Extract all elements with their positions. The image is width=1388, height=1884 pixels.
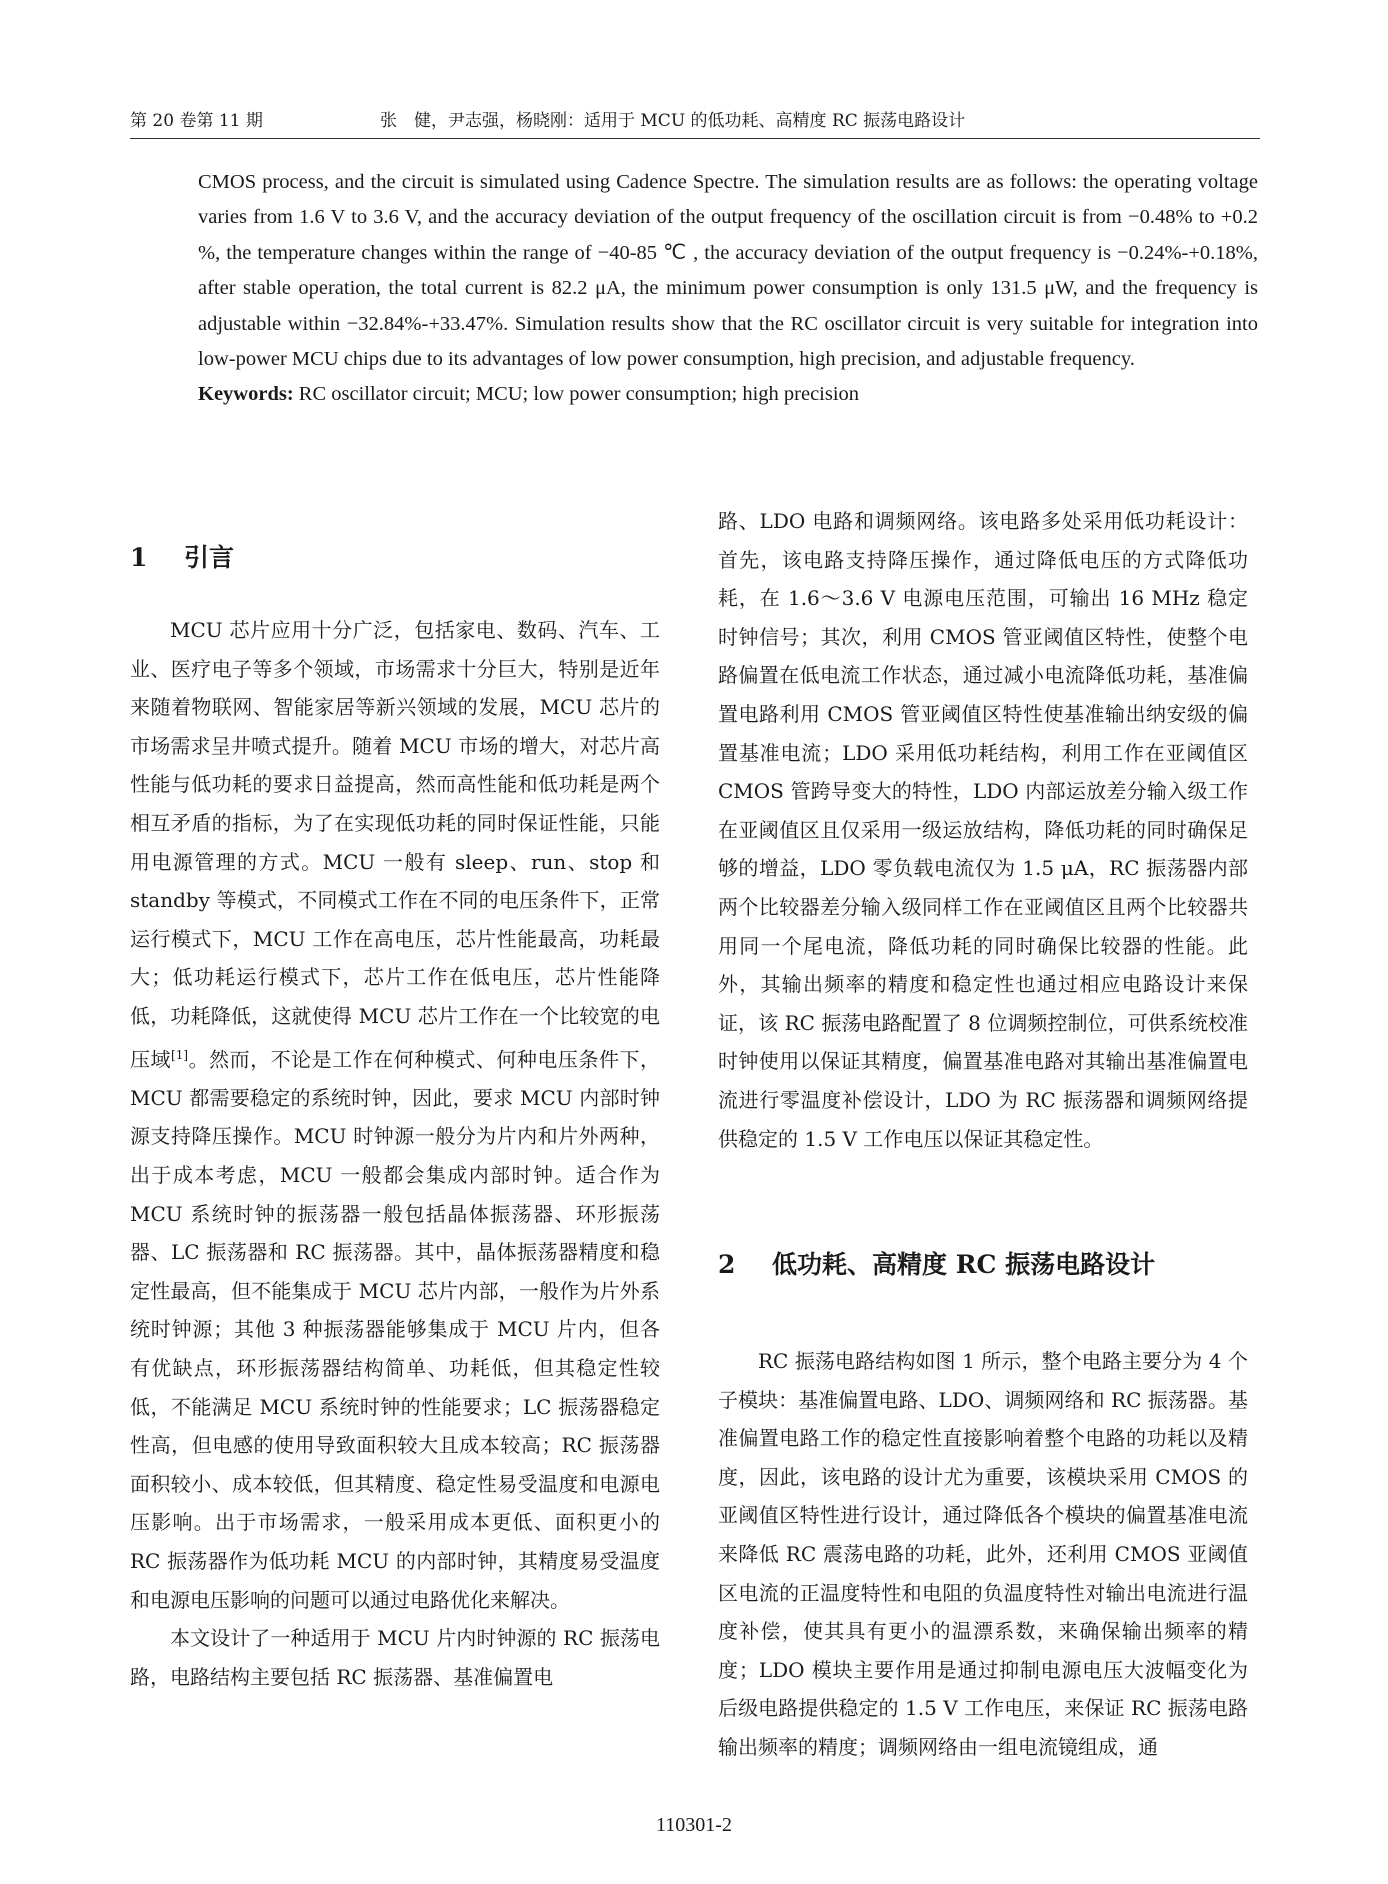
journal-volume: 第 20 卷第 11 期 [130, 111, 263, 131]
section-1-number: 1 [130, 543, 148, 572]
english-abstract [198, 165, 1258, 413]
intro-paragraph-2-continued: 路、LDO 电路和调频网络。该电路多处采用低功耗设计：首先，该电路支持降压操作，通过降低电压的方式降低功耗，在 1.6～3.6 V 电源电压范围，可输出 16 MHz 稳定时钟信号；其次，利用 CMOS 管亚阈值区特性，使整个电路偏置在低电流工作状态，通过减小电流降低功耗，基准偏置电路利用 CMOS 管亚阈值区特性使基准输出纳安级的偏置基准电流；LDO 采用低功耗结构，利用工作在亚阈值区 CMOS 管跨导变大的特性，LDO 内部运放差分输入级工作在亚阈值区且仅采用一级运放结构，降低功耗的同时确保足够的增益，LDO 零负载电流仅为 1.5 μA，RC 振荡器内部两个比较器差分输入级同样工作在亚阈值区且两个比较器共用同一个尾电流，降低功耗的同时确保比较器的性能。此外，其输出频率的精度和稳定性也通过相应电路设计来保证，该 RC 振荡电路配置了 8 位调频控制位，可供系统校准时钟使用以保证其精度，偏置基准电路对其输出基准偏置电流进行零温度补偿设计，LDO 为 RC 振荡器和调频网络提供稳定的 1.5 V 工作电压以保证其稳定性。 [718, 509, 1248, 1151]
section-1-heading [130, 538, 234, 578]
section-2-heading [718, 1245, 1155, 1285]
section-1-title: 引言 [184, 543, 235, 572]
section-2-number: 2 [718, 1250, 736, 1279]
keywords-label: Keywords: [198, 383, 294, 406]
right-column [718, 502, 1248, 1158]
article-running-title: 张 健，尹志强，杨晓刚：适用于 MCU 的低功耗、高精度 RC 振荡电路设计 [380, 111, 966, 131]
section-2-paragraph-1: RC 振荡电路结构如图 1 所示，整个电路主要分为 4 个子模块：基准偏置电路、LDO、调频网络和 RC 振荡器。基准偏置电路工作的稳定性直接影响着整个电路的功耗以及精度，因此，该电路的设计尤为重要，该模块采用 CMOS 的亚阈值区特性进行设计，通过降低各个模块的偏置基准电流来降低 RC 震荡电路的功耗，此外，还利用 CMOS 亚阈值区电流的正温度特性和电阻的负温度特性对输出电流进行温度补偿，使其具有更小的温漂系数，来确保输出频率的精度；LDO 模块主要作用是通过抑制电源电压大波幅变化为后级电路提供稳定的 1.5 V 工作电压，来保证 RC 振荡电路输出频率的精度；调频网络由一组电流镜组成，通 [718, 1349, 1248, 1759]
intro-paragraph-1-continued: 。然而，不论是工作在何种模式、何种电压条件下，MCU 都需要稳定的系统时钟，因此，要求 MCU 内部时钟源支持降压操作。MCU 时钟源一般分为片内和片外两种，出于成本考虑，MCU 一般都会集成内部时钟。适合作为 MCU 系统时钟的振荡器一般包括晶体振荡器、环形振荡器、LC 振荡器和 RC 振荡器。其中，晶体振荡器精度和稳定性最高，但不能集成于 MCU 芯片内部，一般作为片外系统时钟源；其他 3 种振荡器能够集成于 MCU 片内，但各有优缺点，环形振荡器结构简单、功耗低，但其稳定性较低，不能满足 MCU 系统时钟的性能要求；LC 振荡器稳定性高，但电感的使用导致面积较大且成本较高；RC 振荡器面积较小、成本较低，但其精度、稳定性易受温度和电源电压影响。出于市场需求，一般采用成本更低、面积更小的 RC 振荡器作为低功耗 MCU 的内部时钟，其精度易受温度和电源电压影响的问题可以通过电路优化来解决。 [130, 1047, 661, 1612]
keywords-line [198, 377, 1258, 412]
intro-paragraph-2: 本文设计了一种适用于 MCU 片内时钟源的 RC 振荡电路，电路结构主要包括 RC 振荡器、基准偏置电 [130, 1626, 660, 1689]
page-number: 110301-2 [656, 1814, 732, 1836]
left-column [130, 611, 660, 1696]
keywords-text: RC oscillator circuit; MCU; low power consumption; high precision [298, 383, 860, 406]
section-2-body [718, 1322, 1248, 1787]
intro-paragraph-1 [130, 611, 660, 1619]
citation-ref: [1] [171, 1047, 189, 1062]
running-header [130, 108, 1260, 139]
section-2-title: 低功耗、高精度 RC 振荡电路设计 [772, 1250, 1156, 1279]
abstract-text: CMOS process, and the circuit is simulated using Cadence Spectre. The simulation results are as follows: the operating voltage varies from 1.6 V to 3.6 V, and the accuracy deviation of the output frequency of the oscillation circuit is from −0.48% to +0.2 %, the temperature changes within the range of −40-85 ℃ , the accuracy deviation of the output frequency is −0.24%-+0.18%, after stable operation, the total current is 82.2 μA, the minimum power consumption is only 131.5 μW, and the frequency is adjustable within −32.84%-+33.47%. Simulation results show that the RC oscillator circuit is very suitable for integration into low-power MCU chips due to its advantages of low power consumption, high precision, and adjustable frequency. [198, 171, 1258, 371]
intro-paragraph-1-text: MCU 芯片应用十分广泛，包括家电、数码、汽车、工业、医疗电子等多个领域，市场需求十分巨大，特别是近年来随着物联网、智能家居等新兴领域的发展，MCU 芯片的市场需求呈井喷式提升。随着 MCU 市场的增大，对芯片高性能与低功耗的要求日益提高，然而高性能和低功耗是两个相互矛盾的指标，为了在实现低功耗的同时保证性能，只能用电源管理的方式。MCU 一般有 sleep、run、stop 和 standby 等模式，不同模式工作在不同的电压条件下，正常运行模式下，MCU 工作在高电压，芯片性能最高，功耗最大；低功耗运行模式下，芯片工作在低电压，芯片性能降低，功耗降低，这就使得 MCU 芯片工作在一个比较宽的电压域 [130, 618, 660, 1072]
